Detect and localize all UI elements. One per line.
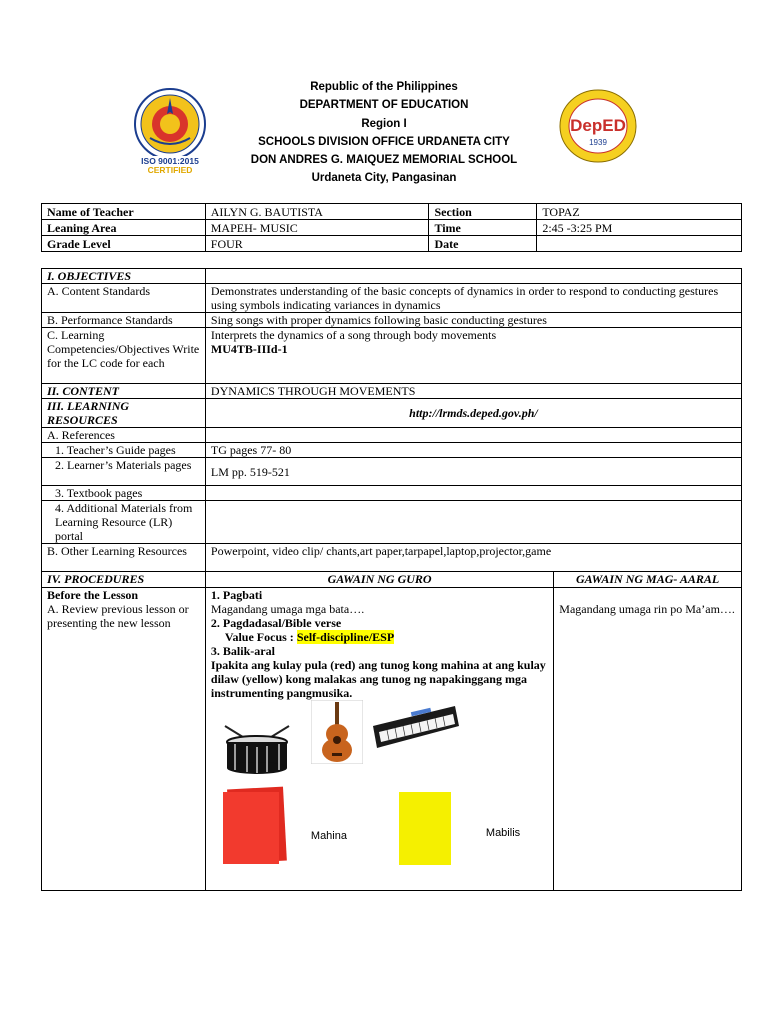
competencies-cell <box>205 328 741 384</box>
time-label: Time <box>429 220 537 236</box>
competencies-text: Interprets the dynamics of a song through body movements <box>210 328 497 342</box>
textbook-label: 3. Textbook pages <box>42 486 206 501</box>
info-table <box>41 203 742 252</box>
lesson-plan-table <box>41 268 742 891</box>
objectives-empty <box>205 269 741 284</box>
snare-drum-image <box>221 722 293 776</box>
value-focus-highlight: Self-discipline/ESP <box>296 630 395 644</box>
student-activities-cell <box>554 588 742 891</box>
content-standards-text: Demonstrates understanding of the basic concepts of dynamics in order to respond to conducting gestures using symbols indicating variances in dynamics <box>205 284 741 313</box>
region-line: Region I <box>361 117 407 130</box>
additional-empty <box>205 501 741 544</box>
resources-heading: III. LEARNING RESOURCES <box>42 399 206 428</box>
content-text: DYNAMICS THROUGH MOVEMENTS <box>205 384 741 399</box>
info-row <box>42 236 742 252</box>
other-text: Powerpoint, video clip/ chants,art paper,tarpapel,laptop,projector,game <box>205 544 741 572</box>
references-label: A. References <box>42 428 206 443</box>
step-pagbati: 1. Pagbati <box>210 588 263 602</box>
grade-label: Grade Level <box>42 236 206 252</box>
time-value: 2:45 -3:25 PM <box>537 220 742 236</box>
section-value: TOPAZ <box>537 204 742 220</box>
references-empty <box>205 428 741 443</box>
performance-text: Sing songs with proper dynamics following basic conducting gestures <box>205 313 741 328</box>
address-line: Urdaneta City, Pangasinan <box>311 172 457 185</box>
guitar-image <box>311 700 363 764</box>
grade-value: FOUR <box>205 236 429 252</box>
deped-text: DepED <box>570 116 626 135</box>
section-label: Section <box>429 204 537 220</box>
competencies-label: C. Learning Competencies/Objectives Write for the LC code for each <box>42 328 206 384</box>
tg-label: 1. Teacher’s Guide pages <box>42 443 206 458</box>
certified-text: CERTIFIED <box>147 165 193 174</box>
resources-url[interactable]: http://lrmds.deped.gov.ph/ <box>205 399 741 428</box>
other-label: B. Other Learning Resources <box>42 544 206 572</box>
mahina-label: Mahina <box>310 830 347 842</box>
date-label: Date <box>429 236 537 252</box>
teacher-label: Name of Teacher <box>42 204 206 220</box>
keyboard-image <box>371 704 461 752</box>
republic-line: Republic of the Philippines <box>310 81 458 93</box>
content-heading: II. CONTENT <box>42 384 206 399</box>
performance-label: B. Performance Standards <box>42 313 206 328</box>
review-instruction: Ipakita ang kulay pula (red) ang tunog kong mahina at ang kulay dilaw (yellow) kong malakas ang tunog ng napakinggang mga instrumenting pangmusika. <box>210 658 546 700</box>
objectives-heading: I. OBJECTIVES <box>42 269 206 284</box>
step-pagdadasal: 2. Pagdadasal/Bible verse <box>210 616 342 630</box>
iso-badge: ISO 9001:2015 <box>141 156 199 166</box>
additional-label: 4. Additional Materials from Learning Resource (LR) portal <box>42 501 206 544</box>
teacher-column-heading: GAWAIN NG GURO <box>205 572 553 588</box>
area-value: MAPEH- MUSIC <box>205 220 429 236</box>
mabilis-label: Mabilis <box>485 827 521 839</box>
procedures-heading: IV. PROCEDURES <box>42 572 206 588</box>
teacher-activities-cell <box>205 588 553 891</box>
greeting-text: Magandang umaga mga bata…. <box>210 602 365 616</box>
before-lesson-label: Before the Lesson <box>47 588 139 602</box>
review-cell <box>42 588 206 891</box>
year-text: 1939 <box>589 138 607 147</box>
division-line: SCHOOLS DIVISION OFFICE URDANETA CITY <box>258 135 510 148</box>
date-value <box>537 236 742 252</box>
review-images <box>211 700 548 890</box>
department-line: DEPARTMENT OF EDUCATION <box>299 99 469 112</box>
student-reply: Magandang umaga rin po Ma’am…. <box>559 602 735 616</box>
lm-label: 2. Learner’s Materials pages <box>42 458 206 486</box>
info-row <box>42 204 742 220</box>
red-paper-image <box>219 786 289 866</box>
value-focus-label: Value Focus : <box>224 630 297 644</box>
student-column-heading: GAWAIN NG MAG- AARAL <box>554 572 742 588</box>
lc-code: MU4TB-IIId-1 <box>210 342 288 356</box>
info-row <box>42 220 742 236</box>
teacher-value: AILYN G. BAUTISTA <box>205 204 429 220</box>
review-label: A. Review previous lesson or presenting the new lesson <box>47 602 189 630</box>
area-label: Leaning Area <box>42 220 206 236</box>
value-focus <box>211 630 548 644</box>
tg-text: TG pages 77- 80 <box>205 443 741 458</box>
letterhead <box>0 78 768 188</box>
textbook-empty <box>205 486 741 501</box>
step-balik-aral: 3. Balik-aral <box>210 644 275 658</box>
content-standards-label: A. Content Standards <box>42 284 206 313</box>
school-line: DON ANDRES G. MAIQUEZ MEMORIAL SCHOOL <box>250 154 518 167</box>
yellow-paper-image <box>399 792 451 865</box>
lm-text: LM pp. 519-521 <box>205 458 741 486</box>
